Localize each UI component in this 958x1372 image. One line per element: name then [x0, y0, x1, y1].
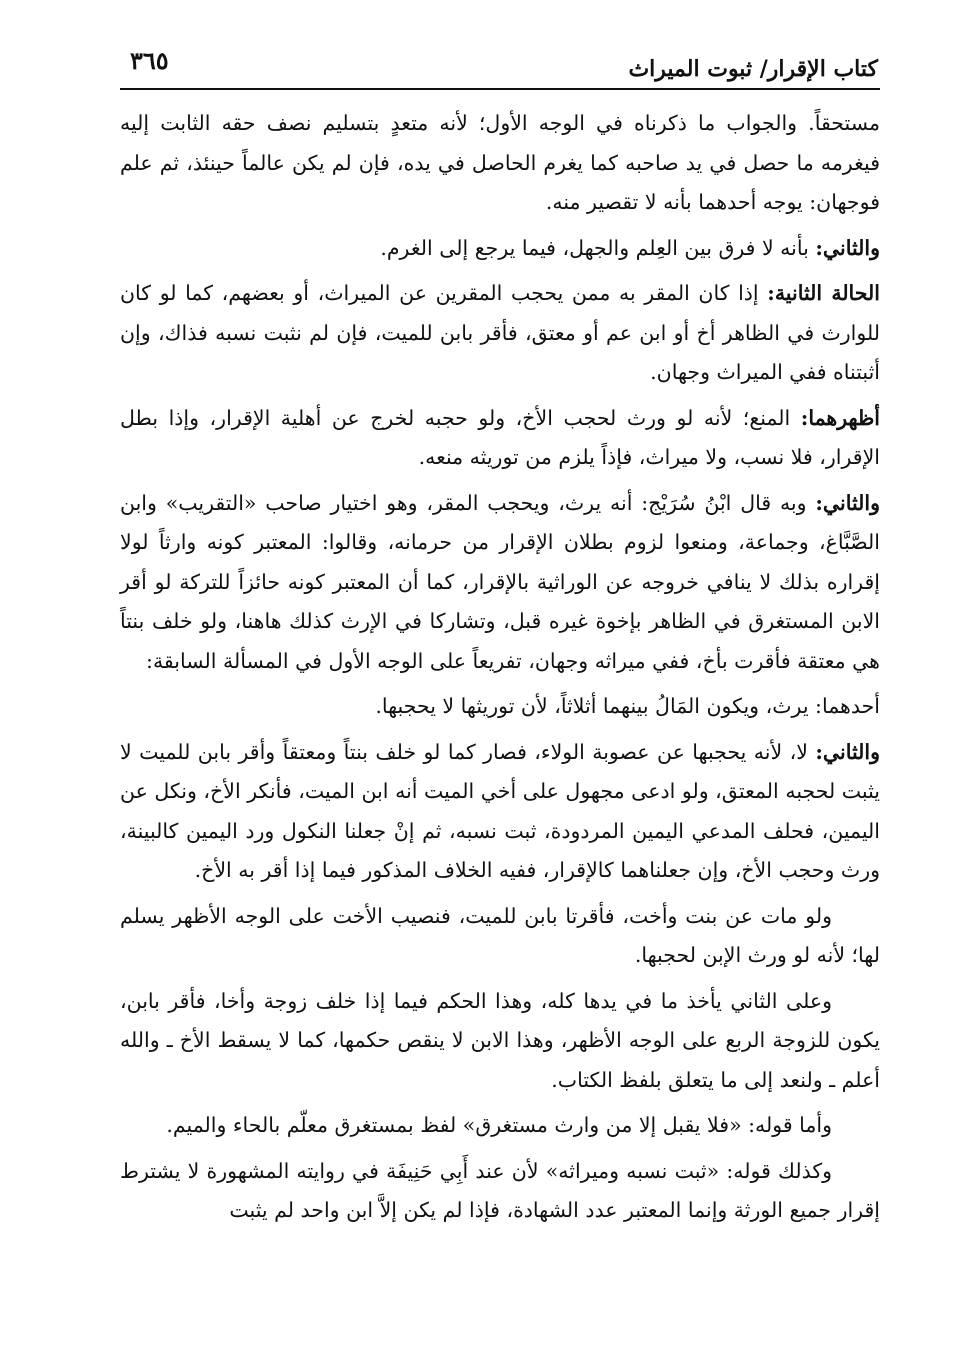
paragraph-lead: والثاني:	[815, 235, 880, 260]
body-paragraph	[120, 1152, 880, 1231]
paragraph-lead: والثاني:	[815, 490, 880, 515]
paragraph-text: المنع؛ لأنه لو ورث لحجب الأخ، ولو حجبه لخرج عن أهلية الإقرار، وإذا بطل الإقرار، فلا نسب، ولا ميراث، فإذاً يلزم من توريثه منعه.	[120, 405, 880, 469]
page-header	[120, 36, 880, 90]
paragraph-text: وعلى الثاني يأخذ ما في يدها كله، وهذا الحكم فيما إذا خلف زوجة وأخا، فأقر بابن، يكون للزوجة الربع على الوجه الأظهر، وهذا الابن لا ينقص حكمها، كما لا يسقط الأخ ـ والله أعلم ـ ولنعد إلى ما يتعلق بلفظ الكتاب.	[120, 988, 880, 1092]
paragraph-text: وبه قال ابْنُ سُرَيْج: أنه يرث، ويحجب المقر، وهو اختيار صاحب «التقريب» وابن الصَّبَّاغ، وجماعة، ومنعوا لزوم بطلان الإقرار من حرمانه، وقالوا: المعتبر كونه وارثاً لولا إقراره بذلك لا ينافي خروجه عن الوراثية بالإقرار، كما أن المعتبر كونه حائزاً للتركة لو أقر الابن المستغرق في الظاهر بإخوة غيره قبل، وتشاركا في الإرث كذلك هاهنا، ولو خلف بنتاً هي معتقة فأقرت بأخ، ففي ميراثه وجهان، تفريعاً على الوجه الأول في المسألة السابقة:	[120, 490, 880, 673]
paragraph-lead: والثاني:	[815, 739, 880, 764]
paragraph-text: وكذلك قوله: «ثبت نسبه وميراثه» لأن عند أَبِي حَنِيفَة في روايته المشهورة لا يشترط إقرار جميع الورثة وإنما المعتبر عدد الشهادة، فإذا لم يكن إلاَّ ابن واحد لم يثبت	[120, 1158, 880, 1222]
page-body	[120, 104, 880, 1231]
body-paragraph	[120, 229, 880, 269]
body-paragraph	[120, 104, 880, 223]
paragraph-text: أحدهما: يرث، ويكون المَالُ بينهما أثلاثاً، لأن توريثها لا يحجبها.	[375, 694, 880, 718]
paragraph-text: مستحقاً. والجواب ما ذكرناه في الوجه الأول؛ لأنه متعدٍ بتسليم نصف حقه الثابت إليه فيغرمه ما حصل في يد صاحبه كما يغرم الحاصل في يده، فإن لم يكن عالماً حينئذ، ثم علم فوجهان: يوجه أحدهما بأنه لا تقصير منه.	[120, 111, 880, 214]
body-paragraph	[120, 687, 880, 727]
paragraph-text: لا، لأنه يحجبها عن عصوبة الولاء، فصار كما لو خلف بنتاً ومعتقاً وأقر بابن للميت لا يثبت لحجبه المعتق، ولو ادعى مجهول على أخي الميت أنه ابن الميت، فأنكر الأخ، ونكل عن اليمين، فحلف المدعي اليمين المردودة، ثبت نسبه، ثم إنْ جعلنا النكول ورد اليمين كالبينة، ورث وحجب الأخ، وإن جعلناهما كالإقرار، ففيه الخلاف المذكور فيما إذا أقر به الأخ.	[120, 739, 880, 882]
running-title: كتاب الإقرار/ ثبوت الميراث	[628, 56, 878, 82]
body-paragraph	[120, 982, 880, 1101]
body-paragraph	[120, 399, 880, 478]
body-paragraph	[120, 897, 880, 976]
book-page	[120, 36, 880, 1237]
body-paragraph	[120, 1106, 880, 1146]
paragraph-lead: أظهرهما:	[800, 405, 880, 430]
page-number: ٣٦٥	[130, 46, 169, 75]
paragraph-text: ولو مات عن بنت وأخت، فأقرتا بابن للميت، فنصيب الأخت على الوجه الأظهر يسلم لها؛ لأنه لو ورث الإبن لحجبها.	[120, 903, 880, 967]
body-paragraph	[120, 484, 880, 682]
body-paragraph	[120, 274, 880, 393]
paragraph-text: وأما قوله: «فلا يقبل إلا من وارث مستغرق» لفظ بمستغرق معلّم بالحاء والميم.	[166, 1113, 832, 1137]
body-paragraph	[120, 733, 880, 891]
paragraph-text: بأنه لا فرق بين العِلم والجهل، فيما يرجع إلى الغرم.	[380, 235, 816, 260]
paragraph-text: إذا كان المقر به ممن يحجب المقرين عن الميراث، أو بعضهم، كما لو كان للوارث في الظاهر أخ أو ابن عم أو معتق، فأقر بابن للميت، فإن لم نثبت نسبه فذاك، وإن أثبتناه ففي الميراث وجهان.	[120, 281, 880, 384]
paragraph-lead: الحالة الثانية:	[767, 281, 880, 305]
